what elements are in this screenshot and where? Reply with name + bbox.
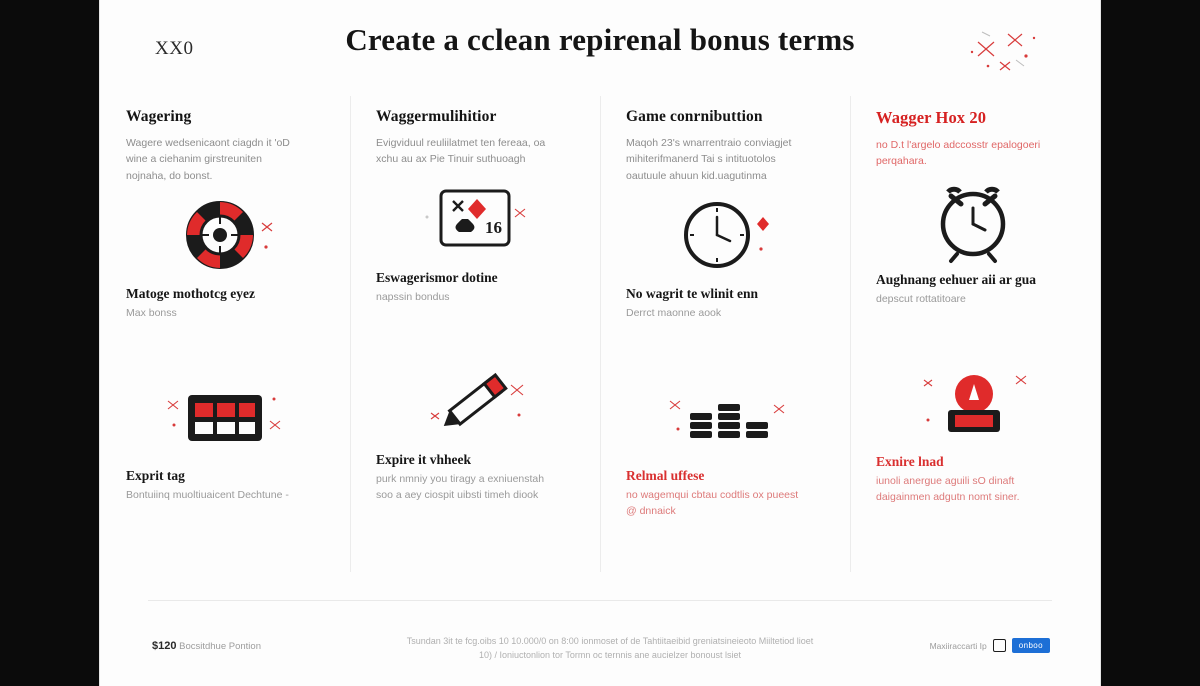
cell-title: Exnire lnad bbox=[876, 453, 944, 469]
footer-left-note bbox=[152, 640, 261, 652]
cell-body: depscut rottatitoare bbox=[876, 292, 966, 305]
footer-disclaimer-line1: Tsundan 3it te fcg.oibs 10 10.000/0 on 8:00 ionmoset of de Tahtiitaeibid greniatsineieoto Miiltetiod lioet bbox=[406, 636, 814, 646]
coin-stacks-icon bbox=[626, 374, 824, 460]
poster-footer bbox=[100, 590, 1100, 686]
cell-title: Eswagerismor dotine bbox=[376, 269, 498, 285]
cell-pencil bbox=[376, 358, 574, 532]
cell-title: Expire it vhheek bbox=[376, 451, 472, 467]
brand-mark-icon bbox=[993, 639, 1006, 652]
slot-machine-icon bbox=[126, 374, 324, 460]
column-wager-hox-20 bbox=[850, 92, 1100, 590]
clock-icon bbox=[626, 192, 824, 278]
column-wagering bbox=[100, 92, 350, 590]
footer-divider bbox=[148, 600, 1052, 601]
cell-body: Max bonss bbox=[126, 306, 177, 319]
page-title: Create a cclean repirenal bonus terms bbox=[345, 22, 855, 57]
roulette-wheel-icon bbox=[126, 192, 324, 278]
cell-body: Bontuiinq muoltiuaicent Dechtune - bbox=[126, 488, 289, 501]
cell-body: iunoli anergue aguili sO dinaft daigainmen adgutn nomt siner. bbox=[876, 474, 1020, 503]
column-heading: Wagger Hox 20 bbox=[876, 108, 987, 127]
footer-brand bbox=[930, 638, 1050, 653]
column-grid bbox=[100, 92, 1100, 590]
footer-disclaimer-line2: 10) / Ioniuctonlion tor Tormn oc ternnis ane aucielzer bonoust lsiet bbox=[479, 650, 741, 661]
alarm-clock-icon bbox=[876, 178, 1074, 264]
column-heading: Waggermulihitior bbox=[376, 108, 497, 125]
column-heading: Game conrnibuttion bbox=[626, 108, 763, 125]
column-subtext: Evigviduul reuliilatmet ten fereaa, oa xchu au ax Pie Tinuir suthuoagh bbox=[376, 137, 546, 166]
playing-cards-icon bbox=[376, 176, 574, 262]
column-heading: Wagering bbox=[126, 108, 192, 125]
cell-clock bbox=[626, 192, 824, 366]
column-game-contribution bbox=[600, 92, 850, 590]
warning-alert-icon bbox=[876, 360, 1074, 446]
footer-amount: $120 bbox=[152, 640, 177, 652]
cell-body: purk nmniy you tiragy a exniuenstah soo a aey ciospit uibsti timeh diook bbox=[376, 472, 545, 501]
column-subtext: Wagere wedsenicaont ciagdn it 'oD wine a ciehanim girstreuniten nojnaha, do bonst. bbox=[126, 137, 290, 182]
column-wager-multiplier bbox=[350, 92, 600, 590]
cell-body: no wagemqui cbtau codtlis ox pueest @ dnnaick bbox=[626, 488, 799, 518]
column-subtext: Maqoh 23's wnarrentraio conviagjet mihiterifmanerd Tai s intituotolos oautuule ahuun kid.uagutinma bbox=[626, 137, 792, 182]
cell-roulette bbox=[126, 192, 324, 366]
footer-left-text: Bocsitdhue Pontion bbox=[179, 641, 261, 652]
sparkle-cluster-icon bbox=[964, 22, 1044, 76]
cell-body: Derrct maonne aook bbox=[626, 306, 722, 319]
pencil-icon bbox=[376, 358, 574, 444]
cell-title: Exprit tag bbox=[126, 467, 185, 483]
footer-brand-text: Maxiiraccarti Ip bbox=[929, 640, 987, 651]
cell-title: Relmal uffese bbox=[626, 467, 705, 483]
cell-alarm-clock bbox=[876, 178, 1074, 352]
cell-slot-machine bbox=[126, 374, 324, 548]
cell-coin-stacks bbox=[626, 374, 824, 548]
cell-warning-alert bbox=[876, 360, 1074, 534]
footer-brand-badge: onboo bbox=[1012, 638, 1050, 653]
cell-title: Aughnang eehuer aii ar gua bbox=[876, 271, 1037, 287]
infographic-poster bbox=[100, 0, 1100, 686]
column-subtext: no D.t l'argelo adccosstr epalogoeri perqahara. bbox=[876, 139, 1041, 168]
svg-text:16: 16 bbox=[485, 217, 502, 237]
corner-code-label: XX0 bbox=[155, 38, 194, 59]
cell-title: Matoge mothotcg eyez bbox=[126, 285, 255, 301]
cell-body: napssin bondus bbox=[376, 290, 450, 303]
poster-header bbox=[100, 0, 1100, 92]
cell-playing-cards bbox=[376, 176, 574, 350]
footer-disclaimer bbox=[390, 634, 830, 663]
cell-title: No wagrit te wlinit enn bbox=[626, 285, 758, 301]
